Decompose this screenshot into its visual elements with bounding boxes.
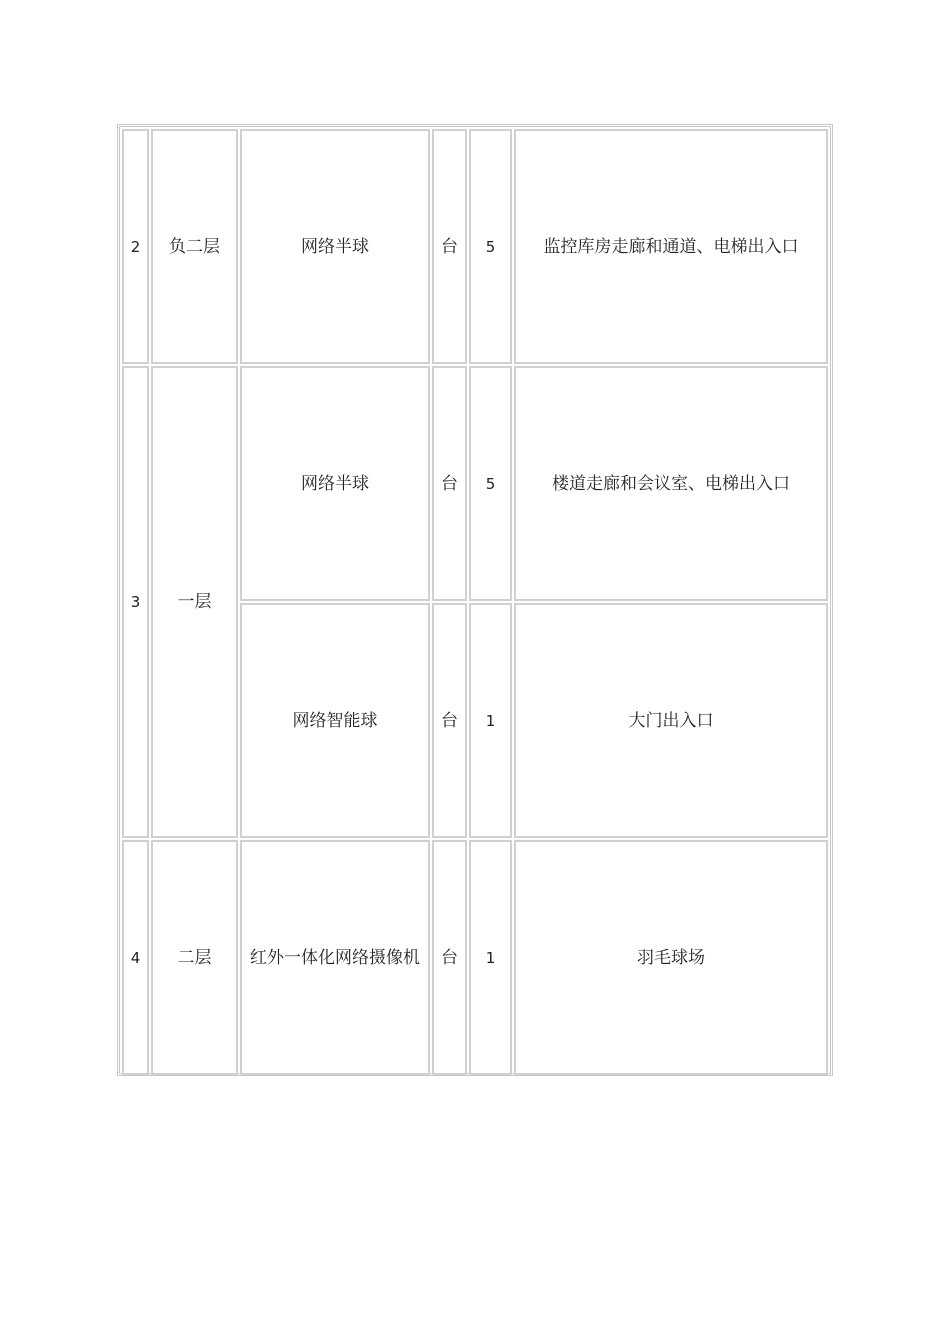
table-row (122, 129, 828, 364)
location-cell: 监控库房走廊和通道、电梯出入口 (514, 129, 828, 364)
qty-cell: 1 (469, 840, 512, 1075)
unit-cell: 台 (432, 129, 467, 364)
equipment-table-grid (120, 127, 830, 1077)
unit-cell: 台 (432, 840, 467, 1075)
location-cell: 楼道走廊和会议室、电梯出入口 (514, 366, 828, 601)
seq-cell: 4 (122, 840, 149, 1075)
device-cell: 红外一体化网络摄像机 (240, 840, 430, 1075)
location-cell: 大门出入口 (514, 603, 828, 838)
qty-cell: 5 (469, 366, 512, 601)
floor-cell: 一层 (151, 366, 238, 838)
location-cell: 羽毛球场 (514, 840, 828, 1075)
equipment-table (117, 124, 833, 1076)
unit-cell: 台 (432, 366, 467, 601)
device-cell: 网络智能球 (240, 603, 430, 838)
unit-cell: 台 (432, 603, 467, 838)
seq-cell: 3 (122, 366, 149, 838)
device-cell: 网络半球 (240, 129, 430, 364)
table-row (122, 366, 828, 601)
floor-cell: 负二层 (151, 129, 238, 364)
device-cell: 网络半球 (240, 366, 430, 601)
floor-cell: 二层 (151, 840, 238, 1075)
table-row (122, 840, 828, 1075)
seq-cell: 2 (122, 129, 149, 364)
qty-cell: 1 (469, 603, 512, 838)
qty-cell: 5 (469, 129, 512, 364)
